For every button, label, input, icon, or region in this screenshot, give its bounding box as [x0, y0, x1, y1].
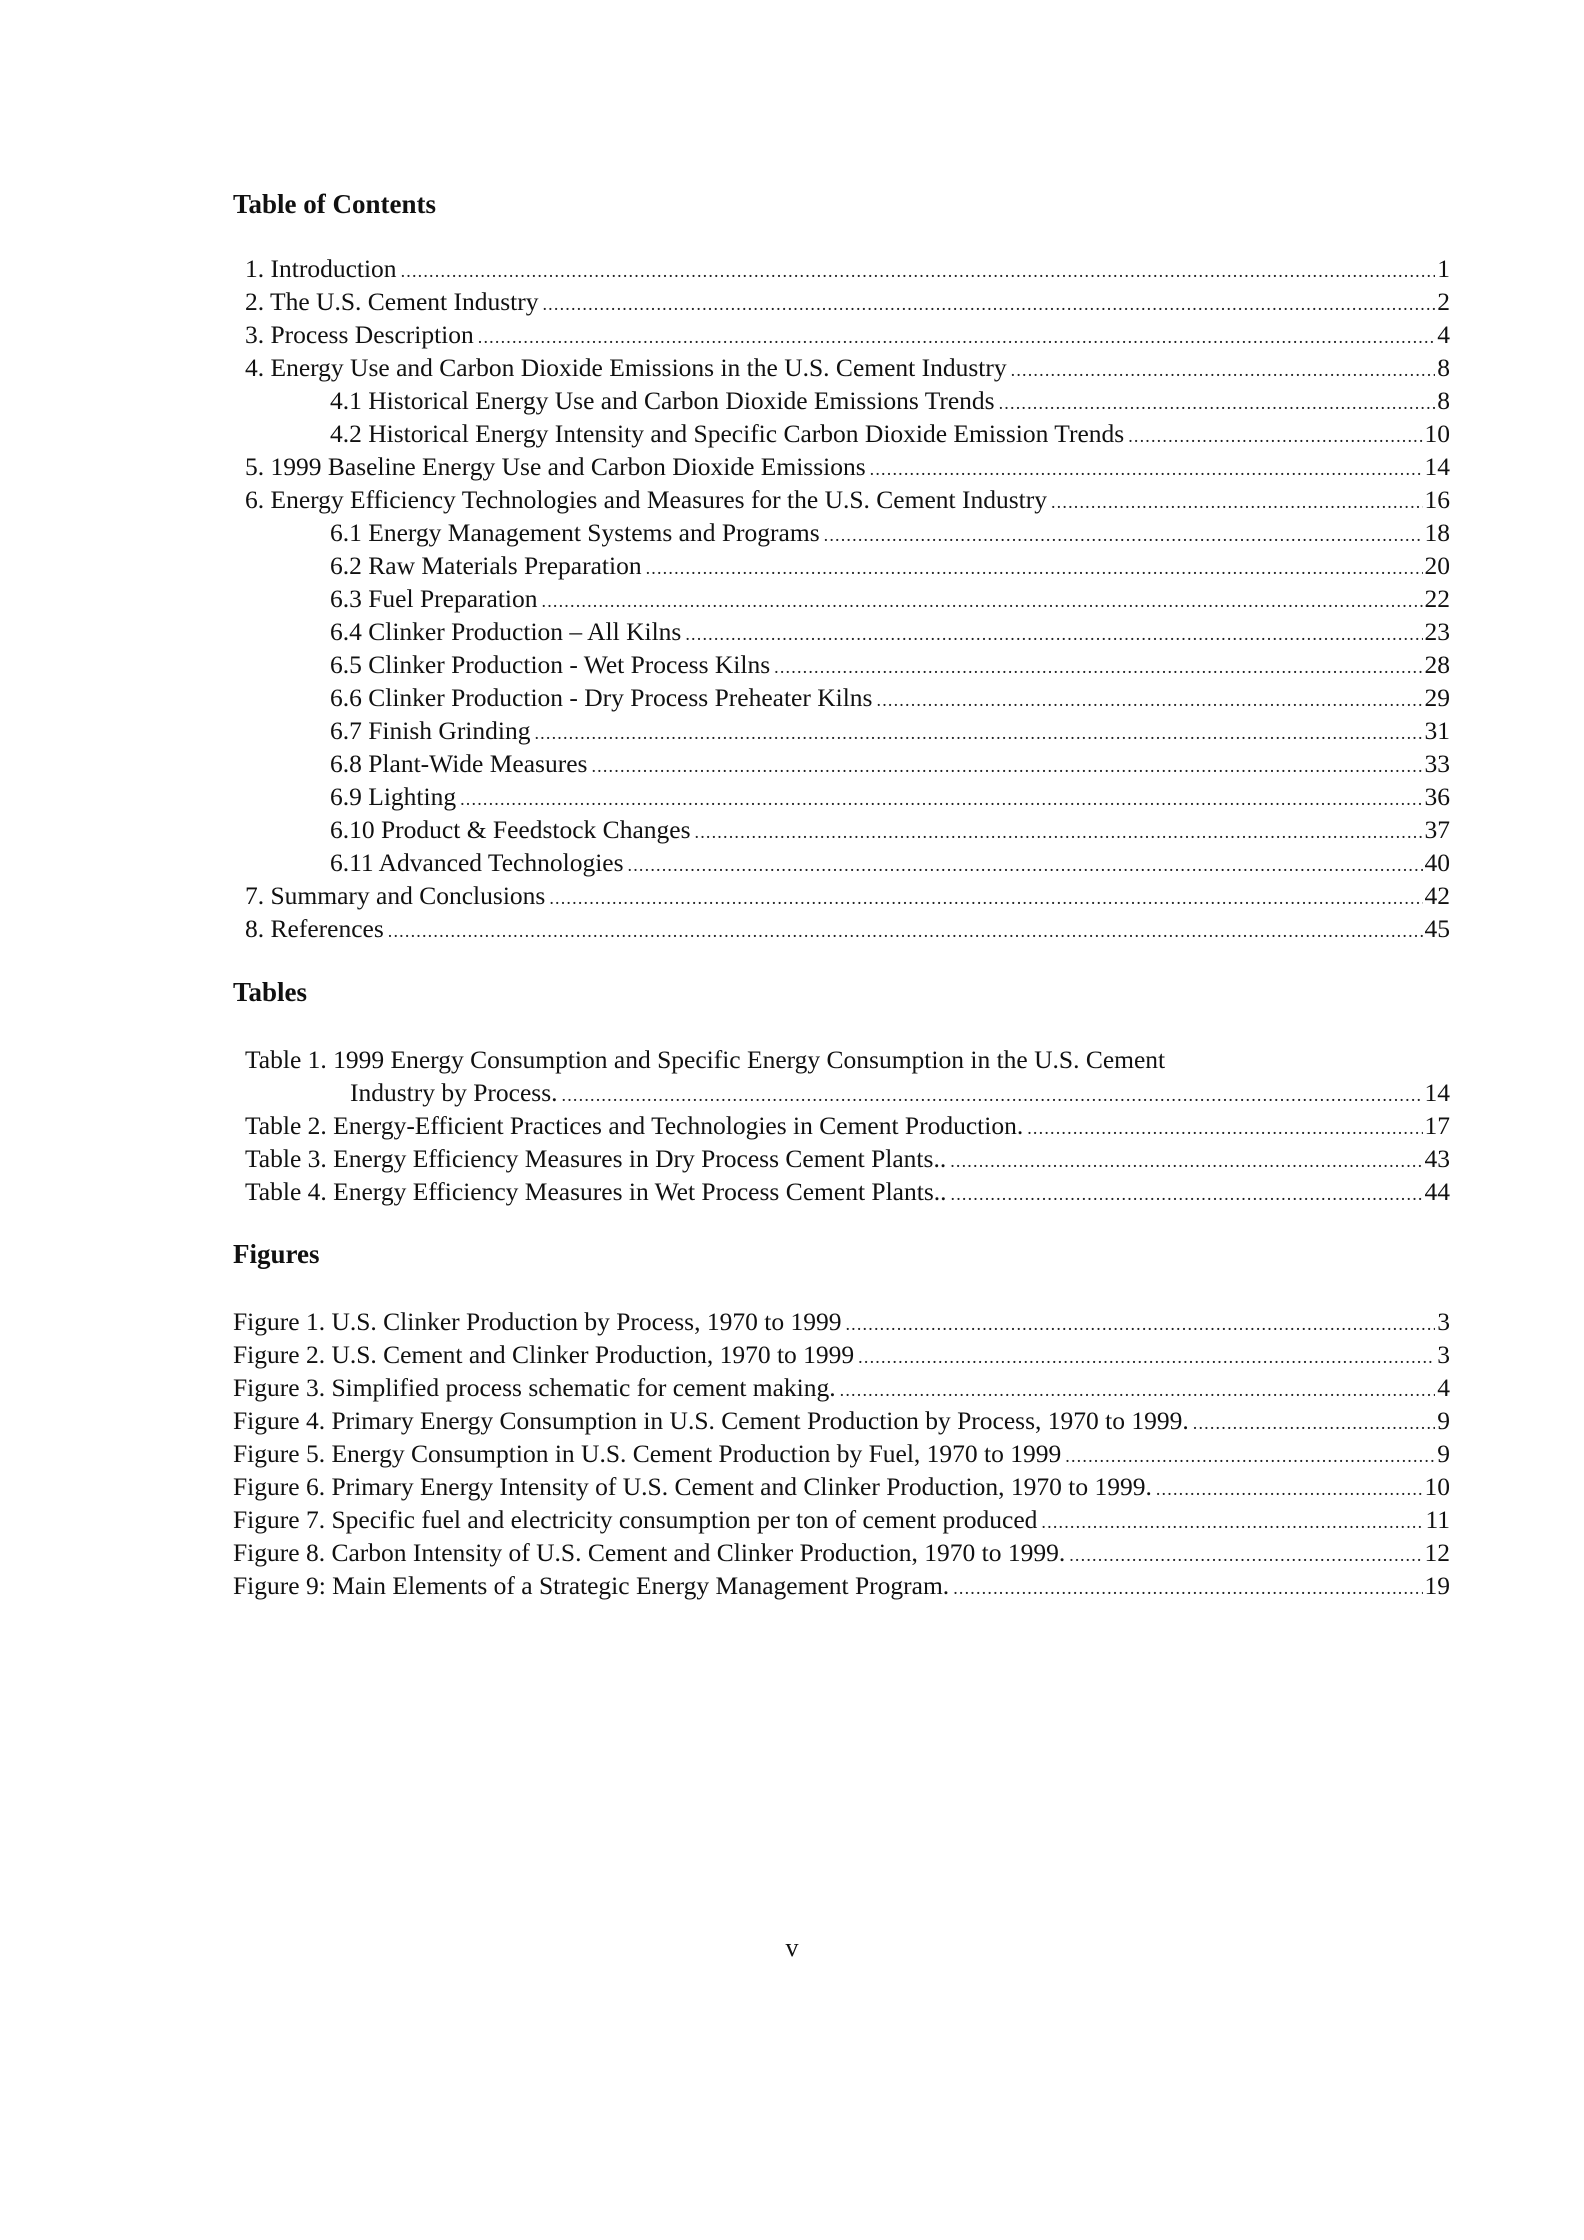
leader-dots — [1128, 422, 1422, 450]
table-entry[interactable] — [0, 1175, 1450, 1208]
toc-entry-page: 23 — [1424, 617, 1450, 646]
toc-entry-page: 10 — [1424, 1472, 1450, 1501]
toc-subentry[interactable] — [0, 681, 1450, 714]
leader-dots — [542, 290, 1435, 318]
toc-entry-page: 12 — [1424, 1538, 1450, 1567]
toc-entry-page: 16 — [1424, 485, 1450, 514]
toc-entry-page: 40 — [1424, 848, 1450, 877]
toc-entry-title: 6.4 Clinker Production – All Kilns — [330, 617, 682, 646]
toc-entry-page: 19 — [1424, 1571, 1450, 1600]
toc-entry-title: 5. 1999 Baseline Energy Use and Carbon Dioxide Emissions — [245, 452, 866, 481]
toc-entry-title: 8. References — [245, 914, 384, 943]
leader-dots — [1041, 1508, 1423, 1536]
toc-entry-title: Figure 8. Carbon Intensity of U.S. Cement and Clinker Production, 1970 to 1999. — [233, 1538, 1066, 1567]
tables-heading: Tables — [233, 977, 308, 1007]
leader-dots — [840, 1376, 1436, 1404]
leader-dots — [685, 620, 1422, 648]
toc-entry[interactable] — [0, 450, 1450, 483]
toc-entry-title: 6.6 Clinker Production - Dry Process Preheater Kilns — [330, 683, 873, 712]
toc-entry-page: 8 — [1437, 386, 1450, 415]
figure-entry[interactable] — [0, 1371, 1450, 1404]
toc-entry-title: Table 4. Energy Efficiency Measures in Wet Process Cement Plants.. — [245, 1177, 947, 1206]
toc-entry[interactable] — [0, 318, 1450, 351]
toc-entry-page: 22 — [1424, 584, 1450, 613]
leader-dots — [460, 785, 1422, 813]
toc-subentry[interactable] — [0, 648, 1450, 681]
toc-subentry[interactable] — [0, 813, 1450, 846]
figures-heading: Figures — [233, 1239, 320, 1269]
toc-entry-title: 6.1 Energy Management Systems and Programs — [330, 518, 820, 547]
toc-subentry[interactable] — [0, 615, 1450, 648]
figure-entry[interactable] — [0, 1305, 1450, 1338]
toc-entry-page: 8 — [1437, 353, 1450, 382]
toc-entry-title: 6.5 Clinker Production - Wet Process Kilns — [330, 650, 771, 679]
leader-dots — [953, 1574, 1422, 1602]
toc-heading: Table of Contents — [233, 189, 437, 219]
leader-dots — [1156, 1475, 1423, 1503]
leader-dots — [628, 851, 1423, 879]
leader-dots — [549, 884, 1422, 912]
toc-entry-title: 7. Summary and Conclusions — [245, 881, 546, 910]
toc-entry-title: 6.11 Advanced Technologies — [330, 848, 624, 877]
leader-dots — [542, 587, 1423, 615]
table-entry[interactable] — [0, 1109, 1450, 1142]
toc-entry-page: 28 — [1424, 650, 1450, 679]
toc-subentry[interactable] — [0, 582, 1450, 615]
table-entry-title[interactable]: Table 1. 1999 Energy Consumption and Specific Energy Consumption in the U.S. Cement — [245, 1045, 1166, 1074]
toc-entry-title: 4. Energy Use and Carbon Dioxide Emissions in the U.S. Cement Industry — [245, 353, 1007, 382]
leader-dots — [1065, 1442, 1435, 1470]
toc-entry-title: 6.3 Fuel Preparation — [330, 584, 538, 613]
toc-entry-title: Figure 4. Primary Energy Consumption in U.S. Cement Production by Process, 1970 to 1999. — [233, 1406, 1189, 1435]
toc-entry-title: Figure 7. Specific fuel and electricity consumption per ton of cement produced — [233, 1505, 1038, 1534]
leader-dots — [646, 554, 1423, 582]
toc-entry-page: 14 — [1424, 452, 1450, 481]
toc-subentry[interactable] — [0, 549, 1450, 582]
toc-entry-page: 33 — [1424, 749, 1450, 778]
toc-entry-title: Figure 2. U.S. Cement and Clinker Production, 1970 to 1999 — [233, 1340, 855, 1369]
toc-entry-page: 14 — [1424, 1078, 1450, 1107]
toc-entry-title: 2. The U.S. Cement Industry — [245, 287, 539, 316]
toc-entry-page: 17 — [1424, 1111, 1450, 1140]
figure-entry[interactable] — [0, 1470, 1450, 1503]
toc-entry-page: 29 — [1424, 683, 1450, 712]
toc-entry-title: Figure 5. Energy Consumption in U.S. Cement Production by Fuel, 1970 to 1999 — [233, 1439, 1062, 1468]
toc-entry-title: 6. Energy Efficiency Technologies and Measures for the U.S. Cement Industry — [245, 485, 1047, 514]
toc-entry-page: 3 — [1437, 1340, 1450, 1369]
toc-entry-page: 31 — [1424, 716, 1450, 745]
toc-subentry[interactable] — [0, 384, 1450, 417]
toc-entry-title: Figure 6. Primary Energy Intensity of U.S. Cement and Clinker Production, 1970 to 1999. — [233, 1472, 1152, 1501]
toc-entry[interactable] — [0, 483, 1450, 516]
toc-entry-title: 6.8 Plant-Wide Measures — [330, 749, 588, 778]
toc-subentry[interactable] — [0, 714, 1450, 747]
figure-entry[interactable] — [0, 1569, 1450, 1602]
leader-dots — [1069, 1541, 1422, 1569]
leader-dots — [401, 257, 1436, 285]
toc-entry-page: 3 — [1437, 1307, 1450, 1336]
toc-subentry[interactable] — [0, 417, 1450, 450]
toc-entry-title: 4.1 Historical Energy Use and Carbon Dioxide Emissions Trends — [330, 386, 995, 415]
toc-entry[interactable] — [0, 285, 1450, 318]
toc-subentry[interactable] — [0, 780, 1450, 813]
toc-entry-page: 11 — [1425, 1505, 1450, 1534]
figure-entry[interactable] — [0, 1404, 1450, 1437]
toc-entry-page: 9 — [1437, 1439, 1450, 1468]
toc-entry[interactable] — [0, 912, 1450, 945]
toc-entry-page: 37 — [1424, 815, 1450, 844]
toc-entry-page: 45 — [1424, 914, 1450, 943]
figure-entry[interactable] — [0, 1338, 1450, 1371]
figure-entry[interactable] — [0, 1536, 1450, 1569]
leader-dots — [1011, 356, 1436, 384]
toc-entry-page: 43 — [1424, 1144, 1450, 1173]
toc-entry-page: 36 — [1424, 782, 1450, 811]
toc-entry-title: 6.10 Product & Feedstock Changes — [330, 815, 691, 844]
leader-dots — [824, 521, 1423, 549]
page-number: v — [785, 1933, 799, 1962]
leader-dots — [562, 1081, 1423, 1109]
toc-entry-title: Figure 1. U.S. Clinker Production by Process, 1970 to 1999 — [233, 1307, 842, 1336]
figure-entry[interactable] — [0, 1503, 1450, 1536]
toc-entry-page: 10 — [1424, 419, 1450, 448]
leader-dots — [534, 719, 1422, 747]
toc-entry-title: 6.7 Finish Grinding — [330, 716, 531, 745]
toc-entry-page: 20 — [1424, 551, 1450, 580]
toc-entry[interactable] — [0, 252, 1450, 285]
toc-entry-page: 18 — [1424, 518, 1450, 547]
toc-entry-title: 3. Process Description — [245, 320, 474, 349]
toc-entry-title: 6.2 Raw Materials Preparation — [330, 551, 642, 580]
leader-dots — [1027, 1114, 1422, 1142]
leader-dots — [951, 1180, 1423, 1208]
toc-entry-page: 44 — [1424, 1177, 1450, 1206]
leader-dots — [999, 389, 1436, 417]
toc-entry-page: 4 — [1437, 320, 1450, 349]
toc-entry-page: 4 — [1437, 1373, 1450, 1402]
toc-subentry[interactable] — [0, 747, 1450, 780]
leader-dots — [1051, 488, 1423, 516]
toc-entry-title: Table 3. Energy Efficiency Measures in Dry Process Cement Plants.. — [245, 1144, 947, 1173]
toc-entry-page: 42 — [1424, 881, 1450, 910]
leader-dots — [591, 752, 1422, 780]
toc-subentry[interactable] — [0, 516, 1450, 549]
toc-entry-title: Industry by Process. — [350, 1078, 558, 1107]
table-entry[interactable] — [0, 1142, 1450, 1175]
leader-dots — [877, 686, 1423, 714]
toc-entry[interactable] — [0, 351, 1450, 384]
toc-entry-page: 1 — [1437, 254, 1450, 283]
leader-dots — [870, 455, 1423, 483]
toc-entry-title: 6.9 Lighting — [330, 782, 457, 811]
figure-entry[interactable] — [0, 1437, 1450, 1470]
toc-subentry[interactable] — [0, 846, 1450, 879]
toc-entry-title: Figure 9: Main Elements of a Strategic Energy Management Program. — [233, 1571, 950, 1600]
table-entry-continuation[interactable] — [0, 1076, 1450, 1109]
toc-entry[interactable] — [0, 879, 1450, 912]
toc-entry-page: 2 — [1437, 287, 1450, 316]
toc-entry-page: 9 — [1437, 1406, 1450, 1435]
leader-dots — [774, 653, 1422, 681]
leader-dots — [858, 1343, 1435, 1371]
leader-dots — [478, 323, 1435, 351]
toc-entry-title: 1. Introduction — [245, 254, 397, 283]
leader-dots — [695, 818, 1423, 846]
toc-entry-title: 4.2 Historical Energy Intensity and Specific Carbon Dioxide Emission Trends — [330, 419, 1125, 448]
leader-dots — [950, 1147, 1422, 1175]
toc-entry-title: Figure 3. Simplified process schematic for cement making. — [233, 1373, 836, 1402]
leader-dots — [388, 917, 1423, 945]
leader-dots — [1193, 1409, 1436, 1437]
toc-entry-title: Table 2. Energy-Efficient Practices and Technologies in Cement Production. — [245, 1111, 1024, 1140]
leader-dots — [845, 1310, 1435, 1338]
